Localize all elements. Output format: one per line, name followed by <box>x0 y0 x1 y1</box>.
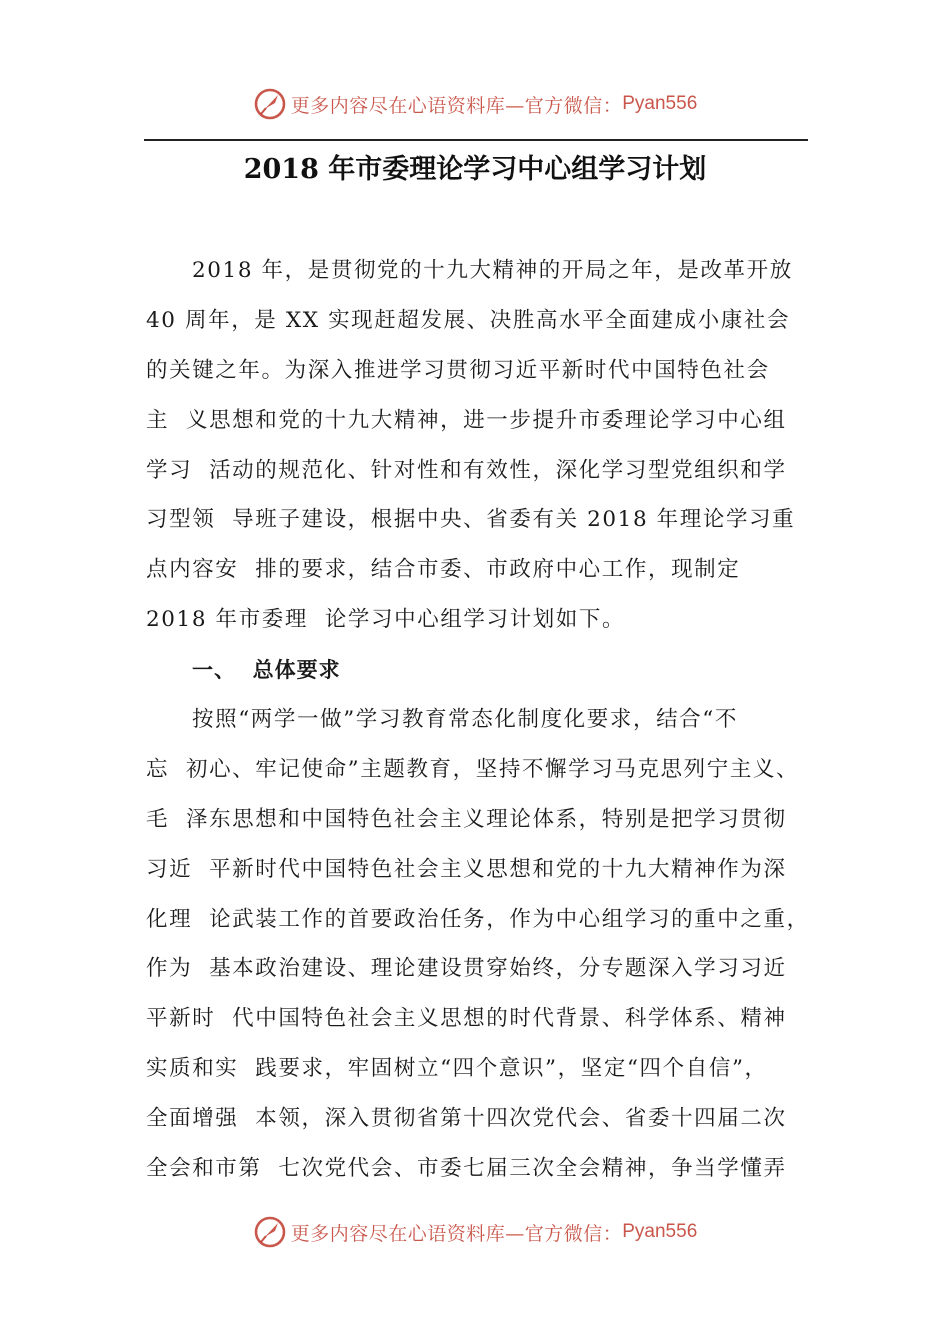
body-line: 忘 初心、牢记使命”主题教育，坚持不懈学习马克思列宁主义、 <box>146 756 800 782</box>
watermark-wechat-id: Pyan556 <box>622 1221 698 1242</box>
body-line: 点内容安 排的要求，结合市委、市政府中心工作，现制定 <box>146 557 741 583</box>
body-line: 全面增强 本领，深入贯彻省第十四次党代会、省委十四届二次 <box>146 1106 787 1132</box>
watermark-banner-top <box>0 84 950 124</box>
quill-logo-icon <box>253 1215 287 1249</box>
body-line: 主 义思想和党的十九大精神，进一步提升市委理论学习中心组 <box>146 407 787 433</box>
header-rule <box>144 139 808 141</box>
watermark-text: 更多内容尽在心语资料库—官方微信： <box>290 94 623 117</box>
body-line: 实质和实 践要求，牢固树立“四个意识”，坚定“四个自信”， <box>146 1056 768 1082</box>
body-line: 按照“两学一做”学习教育常态化制度化要求，结合“不 <box>192 707 738 733</box>
body-line: 40 周年，是 XX 实现赶超发展、决胜高水平全面建成小康社会 <box>146 307 791 333</box>
body-line: 作为 基本政治建设、理论建设贯穿始终，分专题深入学习习近 <box>146 956 787 982</box>
body-line: 习近 平新时代中国特色社会主义思想和党的十九大精神作为深 <box>146 856 787 882</box>
body-line: 毛 泽东思想和中国特色社会主义理论体系，特别是把学习贯彻 <box>146 806 787 832</box>
document-body <box>146 250 816 1198</box>
section-heading: 一、 总体要求 <box>192 658 341 683</box>
watermark-text: 更多内容尽在心语资料库—官方微信： <box>290 1222 623 1245</box>
body-line: 平新时 代中国特色社会主义思想的时代背景、科学体系、精神 <box>146 1006 787 1032</box>
quill-logo-icon <box>253 87 287 121</box>
body-line: 全会和市第 七次党代会、市委七届三次全会精神，争当学懂弄 <box>146 1156 787 1182</box>
watermark-wechat-id: Pyan556 <box>622 93 698 114</box>
body-line: 习型领 导班子建设，根据中央、省委有关 2018 年理论学习重 <box>146 507 796 533</box>
document-title: 2018 年市委理论学习中心组学习计划 <box>243 154 707 185</box>
body-line: 化理 论武装工作的首要政治任务，作为中心组学习的重中之重， <box>146 906 810 932</box>
watermark-banner-bottom <box>0 1212 950 1252</box>
body-line: 学习 活动的规范化、针对性和有效性，深化学习型党组织和学 <box>146 457 787 483</box>
body-line: 的关键之年。为深入推进学习贯彻习近平新时代中国特色社会 <box>146 357 770 383</box>
body-line: 2018 年，是贯彻党的十九大精神的开局之年，是改革开放 <box>192 258 793 283</box>
body-line: 2018 年市委理 论学习中心组学习计划如下。 <box>146 607 626 633</box>
